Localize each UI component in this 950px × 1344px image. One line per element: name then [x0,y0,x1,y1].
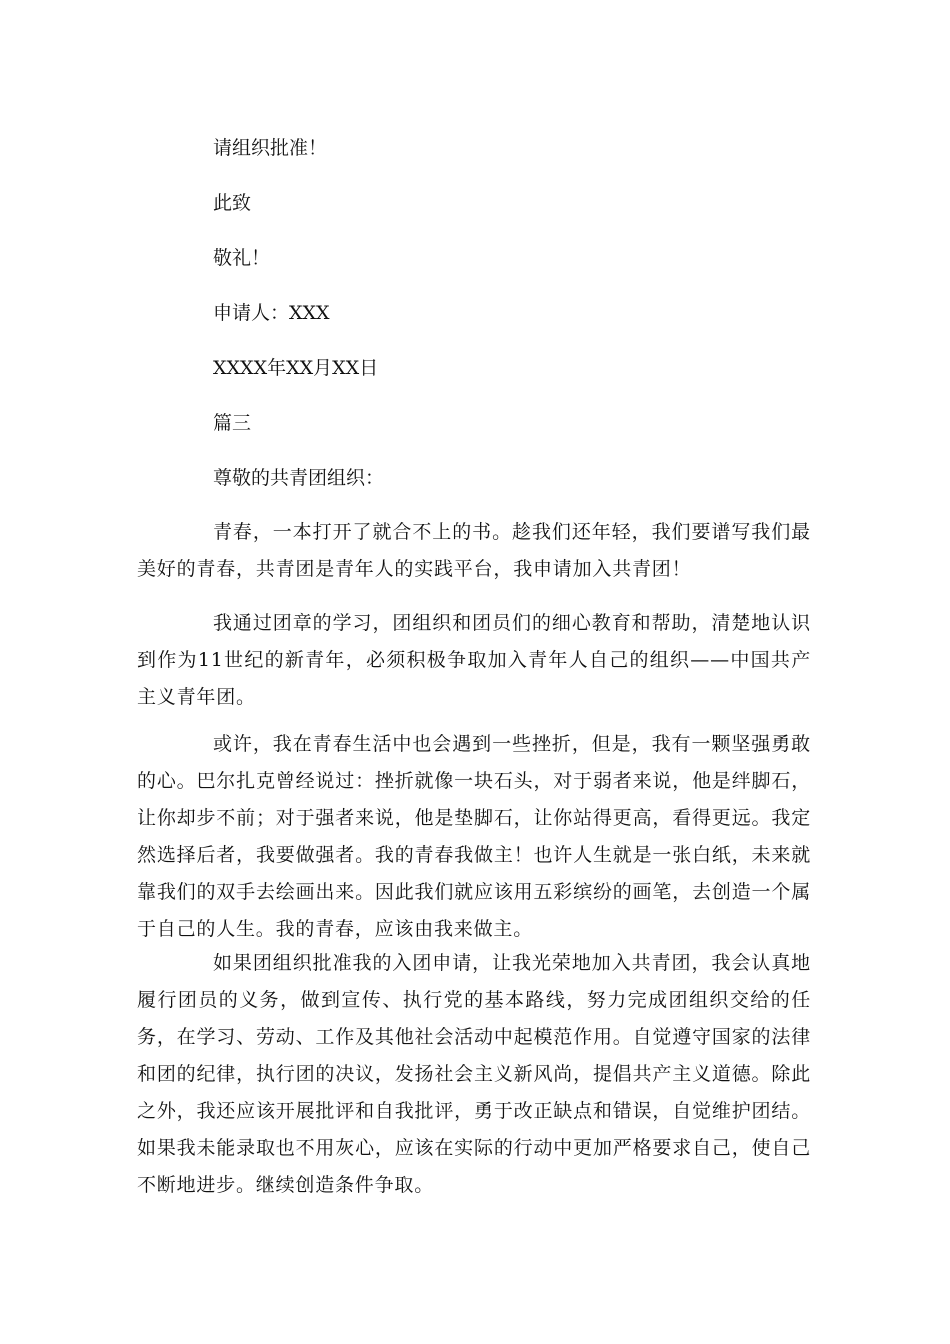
closing-request: 请组织批准！ [213,137,328,159]
body-paragraph: 或许，我在青春生活中也会遇到一些挫折，但是，我有一颗坚强勇敢的心。巴尔扎克曾经说过：挫折就像一块石头，对于弱者来说，他是绊脚石，让你却步不前；对于强者来说，他是垫脚石，让你站得更高，看得更远。我定然选择后者，我要做强者。我的青春我做主！也许人生就是一张白纸，未来就靠我们的双手去绘画出来。因此我们就应该用五彩缤纷的画笔，去创造一个属于自己的人生。我的青春，应该由我来做主。 [137,733,811,940]
body-paragraph: 青春，一本打开了就合不上的书。趁我们还年轻，我们要谱写我们最美好的青春，共青团是青年人的实践平台，我申请加入共青团！ [137,521,811,580]
date-line: XXXX年XX月XX日 [213,357,379,379]
applicant-line: 申请人：XXX [213,302,330,324]
salutation-ci-zhi: 此致 [213,192,252,214]
section-title: 篇三 [213,412,252,434]
salutation-jing-li: 敬礼！ [213,247,271,269]
body-paragraph: 我通过团章的学习，团组织和团员们的细心教育和帮助，清楚地认识到作为11世纪的新青年，必须积极争取加入青年人自己的组织——中国共产主义青年团。 [137,612,811,708]
greeting: 尊敬的共青团组织： [213,467,385,489]
body-paragraph: 如果团组织批准我的入团申请，让我光荣地加入共青团，我会认真地履行团员的义务，做到宣传、执行党的基本路线，努力完成团组织交给的任务，在学习、劳动、工作及其他社会活动中起模范作用。自觉遵守国家的法律和团的纪律，执行团的决议，发扬社会主义新风尚，提倡共产主义道德。除此之外，我还应该开展批评和自我批评，勇于改正缺点和错误，自觉维护团结。如果我未能录取也不用灰心，应该在实际的行动中更加严格要求自己，使自己不断地进步。继续创造条件争取。 [137,952,811,1196]
